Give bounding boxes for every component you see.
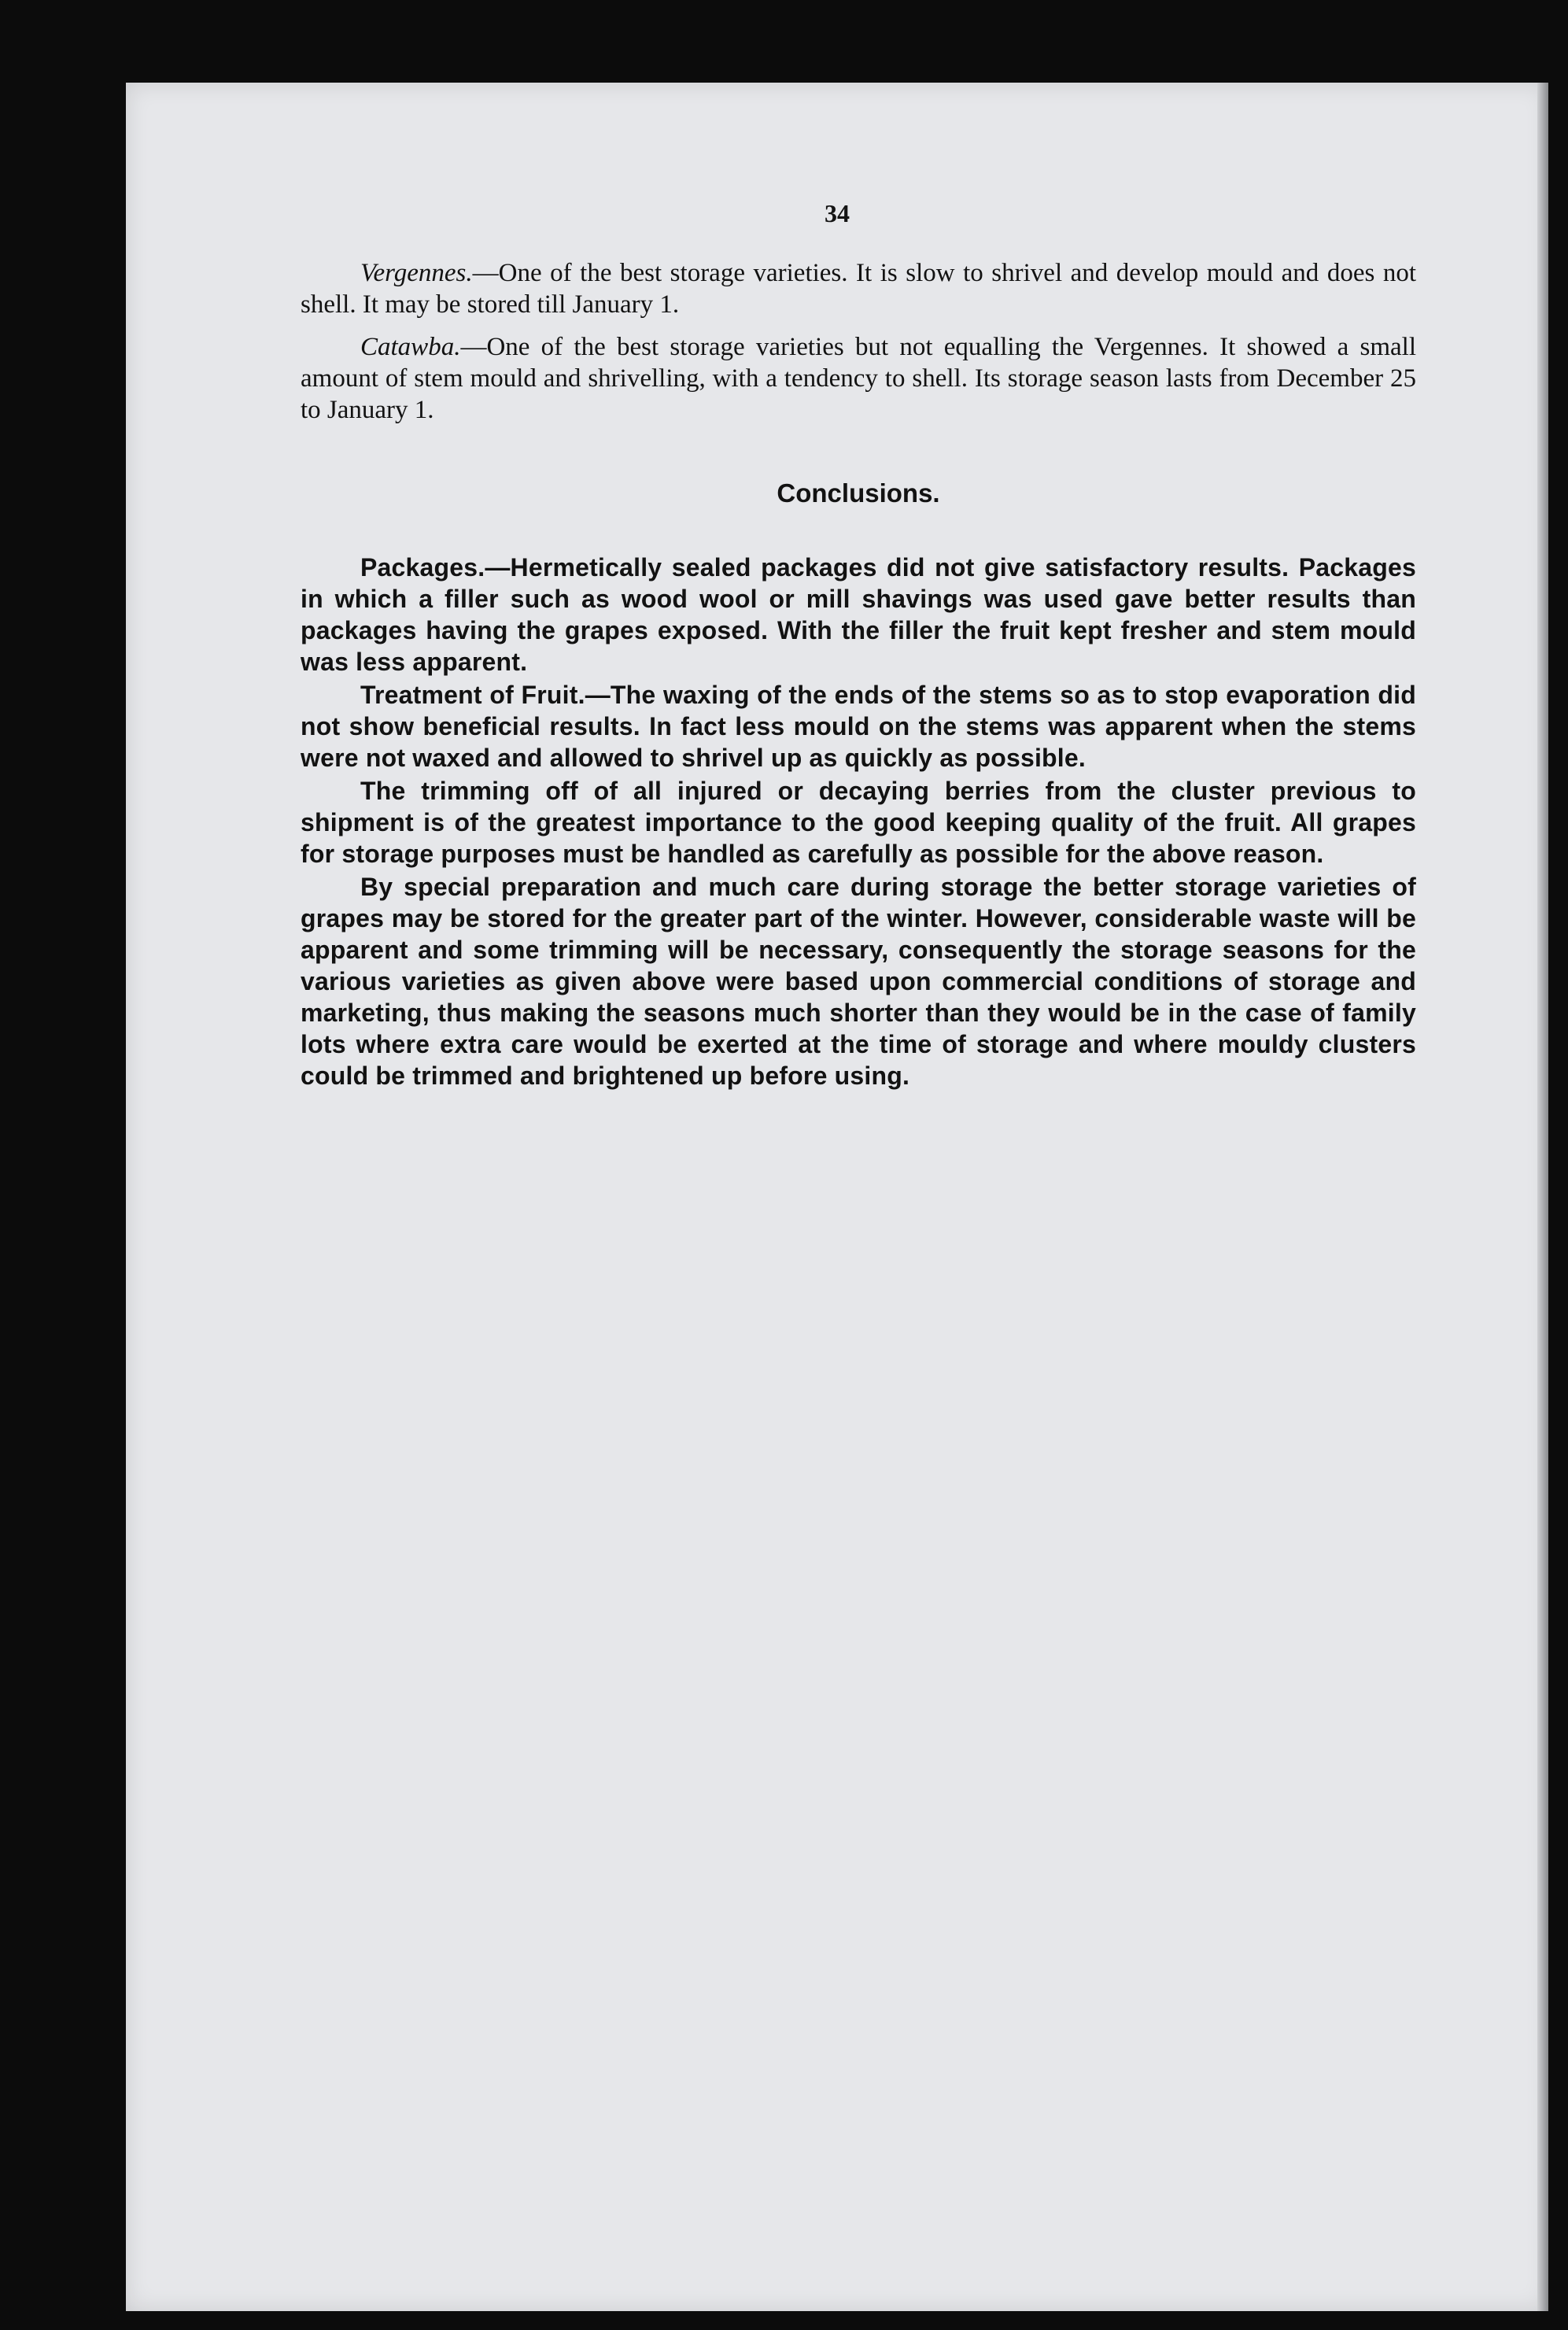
page-text [301,257,1416,1091]
conclusion-treatment: Treatment of Fruit.—The waxing of the ends of the stems so as to stop evaporation did not show beneficial results. In fact less mould on the stems was apparent when the stems were not waxed and allowed to shrivel up as quickly as possible. [301,681,1416,772]
conclusion-storage: By special preparation and much care during storage the better storage varieties of grapes may be stored for the greater part of the winter. However, considerable waste will be apparent and some trimming will be necessary, consequently the storage seasons for the various varieties as given above were based upon commercial conditions of storage and marketing, thus making the seasons much shorter than they would be in the case of family lots where extra care would be exerted at the time of storage and where mouldy clusters could be trimmed and brightened up before using. [301,873,1416,1090]
variety-name: Vergennes. [360,259,473,287]
variety-catawba [301,331,1416,426]
conclusions-heading: Conclusions. [777,478,940,508]
scanned-page [126,83,1548,2311]
variety-description: —One of the best storage varieties. It is slow to shrivel and develop mould and does not shell. It may be stored till January 1. [301,259,1416,319]
page-number: 34 [825,199,850,227]
conclusion-trimming: The trimming off of all injured or decaying berries from the cluster previous to shipment is of the greatest importance to the good keeping quality of the fruit. All grapes for storage purposes must be handled as carefully as possible for the above reason. [301,777,1416,868]
page-edge [1537,83,1548,2311]
variety-vergennes [301,257,1416,320]
variety-name: Catawba. [360,333,461,361]
conclusion-packages: Packages.—Hermetically sealed packages did not give satisfactory results. Packages in which a filler such as wood wool or mill shavings was used gave better results than packages having the grapes exposed. With the filler the fruit kept fresher and stem mould was less apparent. [301,553,1416,676]
variety-description: —One of the best storage varieties but not equalling the Vergennes. It showed a small amount of stem mould and shrivelling, with a tendency to shell. Its storage season lasts from December 25 to January 1. [301,333,1416,424]
